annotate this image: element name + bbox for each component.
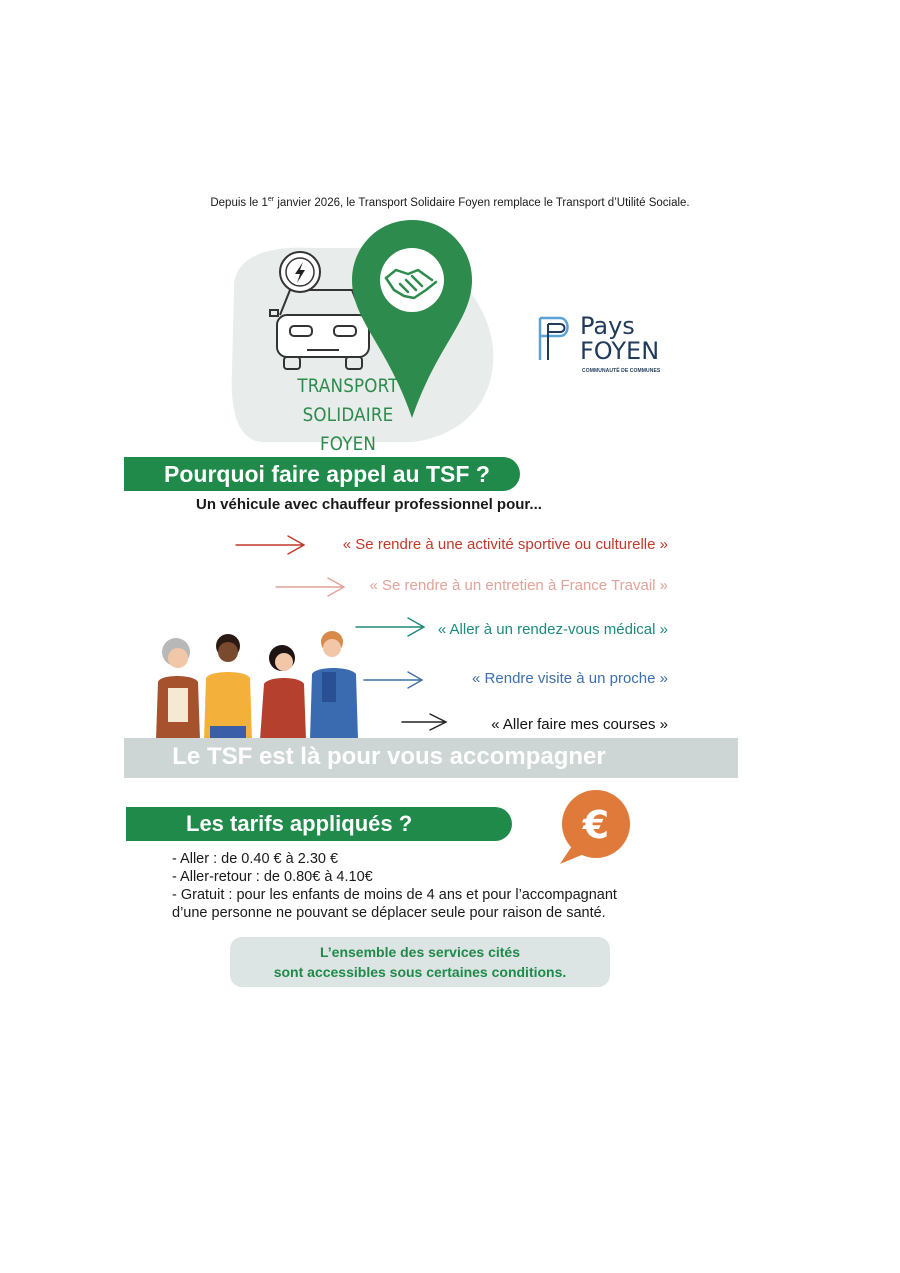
tagline-text: Le TSF est là pour vous accompagner <box>172 743 606 770</box>
tarifs-list <box>172 850 617 922</box>
lightning-bolt-icon <box>280 252 320 292</box>
arrow-icon <box>400 712 450 732</box>
section-title-tarifs: Les tarifs appliqués ? <box>126 807 512 841</box>
conditions-note: L’ensemble des services cités sont accessibles sous certaines conditions. <box>230 937 610 987</box>
tarif-item: d’une personne ne pouvant se déplacer seule pour raison de santé. <box>172 905 606 921</box>
tarif-item: - Gratuit : pour les enfants de moins de 4 ans et pour l’accompagnant <box>172 887 617 903</box>
pays-foyen-logo-icon <box>536 314 576 364</box>
reason-item: « Se rendre à un entretien à France Travail » <box>369 577 668 594</box>
tagline-banner <box>124 738 738 778</box>
reason-item: « Aller faire mes courses » <box>491 716 668 733</box>
partner-subtitle: COMMUNAUTÉ DE COMMUNES <box>582 368 661 374</box>
intro-text: Depuis le 1er janvier 2026, le Transport Solidaire Foyen remplace le Transport d’Utilité Sociale. <box>210 196 690 209</box>
section-subtitle: Un véhicule avec chauffeur professionnel pour... <box>196 496 542 513</box>
section-title-why: Pourquoi faire appel au TSF ? <box>124 457 520 491</box>
tarif-item: - Aller-retour : de 0.80€ à 4.10€ <box>172 869 373 885</box>
reason-item: « Se rendre à une activité sportive ou culturelle » <box>342 536 668 553</box>
svg-text:€: € <box>582 803 610 847</box>
tarif-item: - Aller : de 0.40 € à 2.30 € <box>172 851 339 867</box>
tsf-logo-text: TRANSPORT SOLIDAIRE FOYEN <box>297 375 399 455</box>
reason-item: « Aller à un rendez-vous médical » <box>437 621 668 638</box>
partner-name: Pays FOYEN <box>580 312 660 365</box>
reason-item: « Rendre visite à un proche » <box>472 670 668 687</box>
people-illustration <box>150 628 362 740</box>
